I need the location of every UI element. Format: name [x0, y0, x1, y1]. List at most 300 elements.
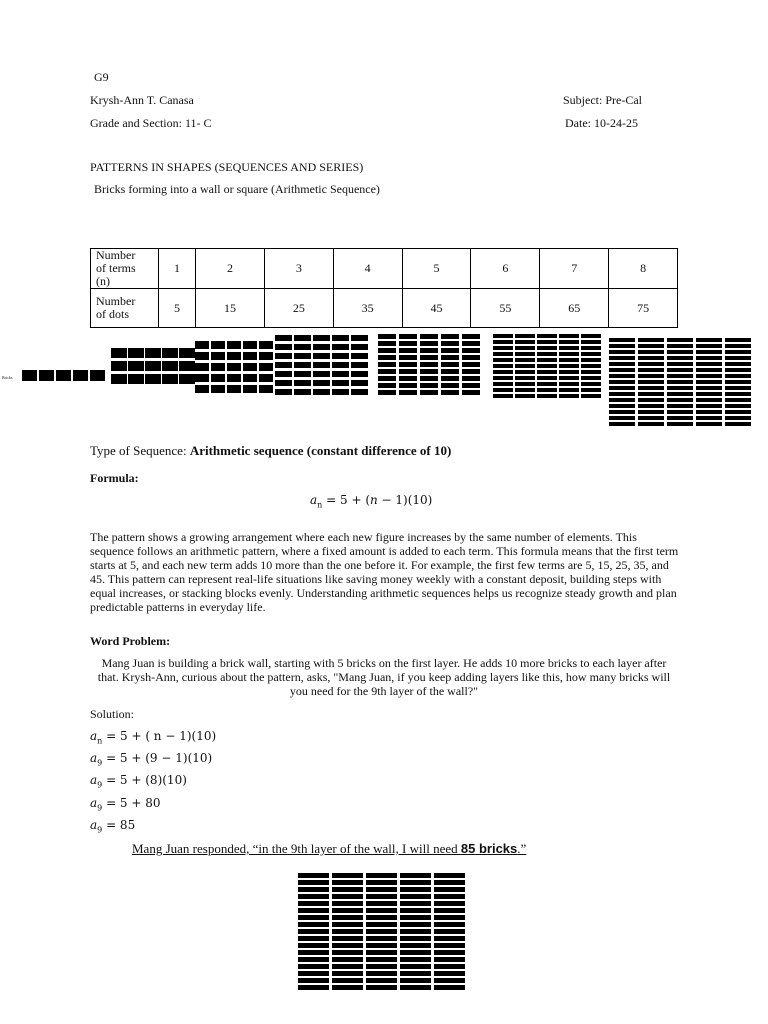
brick	[434, 964, 465, 969]
step-sub: 9	[97, 803, 103, 813]
brick	[493, 370, 513, 374]
brick	[298, 915, 329, 920]
brick	[332, 880, 363, 885]
page-title: PATTERNS IN SHAPES (SEQUENCES AND SERIES)	[90, 160, 364, 174]
brick	[332, 335, 349, 341]
brick	[313, 353, 330, 359]
brick	[298, 887, 329, 892]
step-text: = 5 + ( n − 1)(10)	[102, 729, 217, 743]
brick	[400, 950, 431, 955]
step-sub: 9	[97, 780, 103, 790]
brick	[366, 957, 397, 962]
brick	[275, 335, 292, 341]
brick	[332, 929, 363, 934]
brick	[638, 422, 664, 426]
table-cell: 25	[264, 289, 333, 328]
brick	[434, 978, 465, 983]
brick	[667, 410, 693, 414]
brick	[298, 908, 329, 913]
brick	[434, 894, 465, 899]
brick	[332, 389, 349, 395]
brick	[515, 370, 535, 374]
brick	[537, 352, 557, 356]
brick	[378, 334, 396, 339]
brick	[609, 338, 635, 342]
brick	[559, 340, 579, 344]
step-sub: 9	[97, 758, 103, 768]
brick	[243, 363, 257, 371]
brick	[725, 356, 751, 360]
solution-step: $a_9 = 85$	[90, 818, 136, 835]
brick	[420, 334, 438, 339]
brick	[399, 376, 417, 381]
brick	[725, 350, 751, 354]
brick	[400, 901, 431, 906]
brick	[537, 388, 557, 392]
brick	[400, 915, 431, 920]
label-line: of dots	[96, 307, 129, 321]
brick	[581, 394, 601, 398]
brick	[378, 348, 396, 353]
brick	[162, 374, 178, 384]
brick	[298, 964, 329, 969]
brick	[400, 964, 431, 969]
brick	[332, 380, 349, 386]
page-subtitle: Bricks forming into a wall or square (Arithmetic Sequence)	[94, 182, 380, 196]
brick	[462, 341, 480, 346]
brick	[332, 978, 363, 983]
brick	[298, 936, 329, 941]
brick	[294, 389, 311, 395]
brick	[420, 341, 438, 346]
brick	[366, 873, 397, 878]
brick	[725, 392, 751, 396]
brick	[462, 376, 480, 381]
brick	[493, 340, 513, 344]
brick	[366, 922, 397, 927]
brick	[515, 340, 535, 344]
brick	[259, 385, 273, 393]
brick	[400, 894, 431, 899]
brick	[420, 390, 438, 395]
document-code: G9	[94, 70, 109, 84]
brick	[420, 383, 438, 388]
brick-figure	[275, 335, 368, 395]
table-cell: 55	[471, 289, 540, 328]
brick	[638, 338, 664, 342]
brick	[399, 390, 417, 395]
brick	[515, 346, 535, 350]
word-problem-text: Mang Juan is building a brick wall, starting with 5 bricks on the first layer. He adds 10 more bricks to each layer after that. Krysh-Ann, curious about the pattern, asks, "Mang Juan, if you keep adding layers like this, how many bricks will you need for the 9th layer of the wall?"	[97, 656, 671, 698]
brick	[609, 398, 635, 402]
brick	[400, 978, 431, 983]
brick	[22, 370, 37, 381]
brick	[609, 356, 635, 360]
date: Date: 10-24-25	[565, 116, 638, 130]
brick	[493, 394, 513, 398]
brick	[366, 908, 397, 913]
brick	[400, 929, 431, 934]
brick	[667, 392, 693, 396]
final-brick-wall	[298, 873, 465, 990]
brick	[332, 901, 363, 906]
brick	[399, 383, 417, 388]
brick	[366, 971, 397, 976]
brick	[195, 341, 209, 349]
brick	[313, 344, 330, 350]
brick	[259, 341, 273, 349]
formula-n: n	[370, 493, 378, 507]
brick	[211, 341, 225, 349]
step-text: = 85	[102, 818, 136, 832]
brick	[332, 985, 363, 990]
brick	[332, 371, 349, 377]
brick	[696, 368, 722, 372]
brick	[638, 386, 664, 390]
solution-step: $a_n = 5$ + ( n − 1)(10)	[90, 729, 217, 746]
brick	[400, 873, 431, 878]
brick	[400, 880, 431, 885]
brick	[696, 374, 722, 378]
brick	[609, 350, 635, 354]
brick	[399, 355, 417, 360]
formula-part: − 1)(10)	[377, 493, 433, 507]
brick-figure	[22, 370, 105, 381]
brick	[351, 335, 368, 341]
brick	[462, 369, 480, 374]
sequence-table	[90, 248, 678, 328]
brick	[400, 908, 431, 913]
brick	[696, 422, 722, 426]
step-text: = 5 + 80	[102, 796, 161, 810]
brick	[298, 950, 329, 955]
brick	[351, 389, 368, 395]
brick	[667, 338, 693, 342]
brick	[227, 341, 241, 349]
formula-part: = 5 + (	[322, 493, 370, 507]
brick	[259, 352, 273, 360]
brick	[243, 352, 257, 360]
brick	[725, 368, 751, 372]
brick	[111, 374, 127, 384]
brick	[366, 985, 397, 990]
brick	[366, 936, 397, 941]
brick	[667, 416, 693, 420]
brick	[332, 908, 363, 913]
brick	[537, 340, 557, 344]
conclusion-highlight: 85 bricks	[460, 841, 518, 856]
brick	[195, 374, 209, 382]
sequence-type-value: Arithmetic sequence (constant difference of 10)	[189, 443, 452, 458]
sequence-type-label: Type of Sequence:	[90, 443, 190, 458]
brick	[515, 388, 535, 392]
brick	[609, 404, 635, 408]
brick	[298, 894, 329, 899]
brick	[581, 352, 601, 356]
brick	[441, 369, 459, 374]
brick	[515, 352, 535, 356]
brick	[366, 950, 397, 955]
brick	[294, 362, 311, 368]
brick	[434, 957, 465, 962]
brick	[537, 346, 557, 350]
brick	[667, 404, 693, 408]
brick	[399, 369, 417, 374]
brick	[332, 362, 349, 368]
brick	[434, 943, 465, 948]
brick	[725, 398, 751, 402]
brick	[537, 370, 557, 374]
brick	[638, 362, 664, 366]
table-cell: 8	[609, 249, 678, 289]
brick	[441, 355, 459, 360]
brick	[128, 374, 144, 384]
brick	[434, 873, 465, 878]
brick	[581, 364, 601, 368]
brick	[667, 350, 693, 354]
brick	[275, 362, 292, 368]
brick	[434, 929, 465, 934]
brick	[493, 388, 513, 392]
brick	[275, 353, 292, 359]
formula-sub: n	[317, 500, 323, 510]
brick	[90, 370, 105, 381]
brick	[366, 978, 397, 983]
brick	[434, 971, 465, 976]
brick	[725, 404, 751, 408]
brick	[195, 363, 209, 371]
brick	[227, 374, 241, 382]
brick	[462, 390, 480, 395]
brick	[275, 380, 292, 386]
brick	[145, 348, 161, 358]
brick	[128, 348, 144, 358]
brick	[638, 380, 664, 384]
brick	[39, 370, 54, 381]
table-cell: 5	[402, 249, 471, 289]
table-cell: 3	[264, 249, 333, 289]
brick	[581, 388, 601, 392]
brick	[515, 358, 535, 362]
brick	[667, 362, 693, 366]
step-sub: n	[97, 736, 103, 746]
brick	[332, 971, 363, 976]
brick	[609, 410, 635, 414]
brick	[559, 388, 579, 392]
solution-step: $a_9 = 5 + 80$	[90, 796, 161, 813]
brick	[441, 362, 459, 367]
brick-figure	[195, 341, 273, 393]
brick	[537, 358, 557, 362]
brick	[725, 362, 751, 366]
brick	[667, 398, 693, 402]
table-cell: 1	[159, 249, 196, 289]
brick	[559, 394, 579, 398]
brick	[559, 376, 579, 380]
brick	[378, 376, 396, 381]
brick	[559, 334, 579, 338]
brick	[441, 334, 459, 339]
brick	[332, 957, 363, 962]
brick	[366, 887, 397, 892]
brick	[515, 364, 535, 368]
brick	[378, 355, 396, 360]
brick	[581, 340, 601, 344]
brick	[56, 370, 71, 381]
brick	[211, 363, 225, 371]
brick	[434, 901, 465, 906]
student-name: Krysh-Ann T. Canasa	[90, 93, 194, 107]
step-sub: 9	[97, 825, 103, 835]
brick	[537, 364, 557, 368]
brick	[493, 364, 513, 368]
brick	[696, 380, 722, 384]
conclusion	[132, 841, 526, 857]
brick	[581, 334, 601, 338]
brick	[259, 363, 273, 371]
brick	[559, 370, 579, 374]
brick	[420, 376, 438, 381]
brick	[696, 356, 722, 360]
brick	[581, 382, 601, 386]
brick	[243, 385, 257, 393]
brick	[298, 985, 329, 990]
brick	[638, 404, 664, 408]
brick	[294, 380, 311, 386]
brick	[179, 361, 195, 371]
brick	[275, 371, 292, 377]
table-cell: 2	[196, 249, 265, 289]
brick	[696, 404, 722, 408]
brick	[434, 887, 465, 892]
brick	[441, 390, 459, 395]
brick	[493, 358, 513, 362]
brick	[275, 344, 292, 350]
brick	[400, 936, 431, 941]
brick	[332, 344, 349, 350]
brick	[294, 371, 311, 377]
brick	[696, 416, 722, 420]
brick	[332, 894, 363, 899]
brick	[638, 410, 664, 414]
brick	[559, 364, 579, 368]
row-label-terms	[91, 249, 159, 289]
brick	[434, 908, 465, 913]
brick	[537, 376, 557, 380]
brick	[667, 356, 693, 360]
brick	[243, 341, 257, 349]
brick	[298, 971, 329, 976]
label-line: (n)	[96, 274, 110, 288]
conclusion-text: Mang Juan responded, “in the 9th layer of the wall, I will need	[132, 841, 461, 856]
brick	[227, 385, 241, 393]
brick	[420, 369, 438, 374]
brick	[462, 362, 480, 367]
brick	[725, 422, 751, 426]
brick	[696, 350, 722, 354]
brick	[434, 936, 465, 941]
brick	[515, 334, 535, 338]
brick-figure	[493, 334, 601, 398]
grade-section: Grade and Section: 11- C	[90, 116, 212, 130]
brick	[378, 383, 396, 388]
brick	[73, 370, 88, 381]
brick	[493, 334, 513, 338]
brick	[332, 873, 363, 878]
brick	[111, 361, 127, 371]
brick	[667, 368, 693, 372]
tiny-figure-label: Bricks	[2, 375, 13, 380]
brick	[609, 386, 635, 390]
brick	[243, 374, 257, 382]
brick	[493, 352, 513, 356]
sequence-type	[90, 443, 451, 459]
brick	[378, 341, 396, 346]
brick	[696, 410, 722, 414]
brick	[366, 943, 397, 948]
brick	[725, 386, 751, 390]
brick	[227, 363, 241, 371]
brick	[434, 922, 465, 927]
brick	[366, 915, 397, 920]
solution-label: Solution:	[90, 707, 135, 721]
brick	[366, 880, 397, 885]
brick	[725, 374, 751, 378]
brick	[111, 348, 127, 358]
brick	[313, 362, 330, 368]
table-cell: 45	[402, 289, 471, 328]
brick	[462, 348, 480, 353]
brick	[441, 383, 459, 388]
brick	[332, 943, 363, 948]
brick	[667, 374, 693, 378]
brick	[179, 374, 195, 384]
brick	[638, 392, 664, 396]
brick	[725, 380, 751, 384]
brick	[399, 348, 417, 353]
brick	[145, 374, 161, 384]
brick	[638, 374, 664, 378]
brick	[667, 422, 693, 426]
brick	[609, 344, 635, 348]
brick	[195, 385, 209, 393]
brick	[195, 352, 209, 360]
brick	[537, 394, 557, 398]
brick	[351, 362, 368, 368]
brick	[441, 341, 459, 346]
table-cell: 15	[196, 289, 265, 328]
brick	[298, 873, 329, 878]
brick	[609, 422, 635, 426]
brick	[434, 950, 465, 955]
brick	[351, 353, 368, 359]
brick	[441, 348, 459, 353]
brick	[332, 353, 349, 359]
brick	[638, 350, 664, 354]
brick	[667, 380, 693, 384]
table-cell: 35	[333, 289, 402, 328]
brick-figure	[111, 348, 195, 384]
brick	[638, 356, 664, 360]
brick	[400, 887, 431, 892]
brick	[332, 950, 363, 955]
brick	[298, 880, 329, 885]
brick	[298, 978, 329, 983]
brick	[515, 376, 535, 380]
brick	[581, 376, 601, 380]
brick	[638, 398, 664, 402]
brick	[294, 335, 311, 341]
